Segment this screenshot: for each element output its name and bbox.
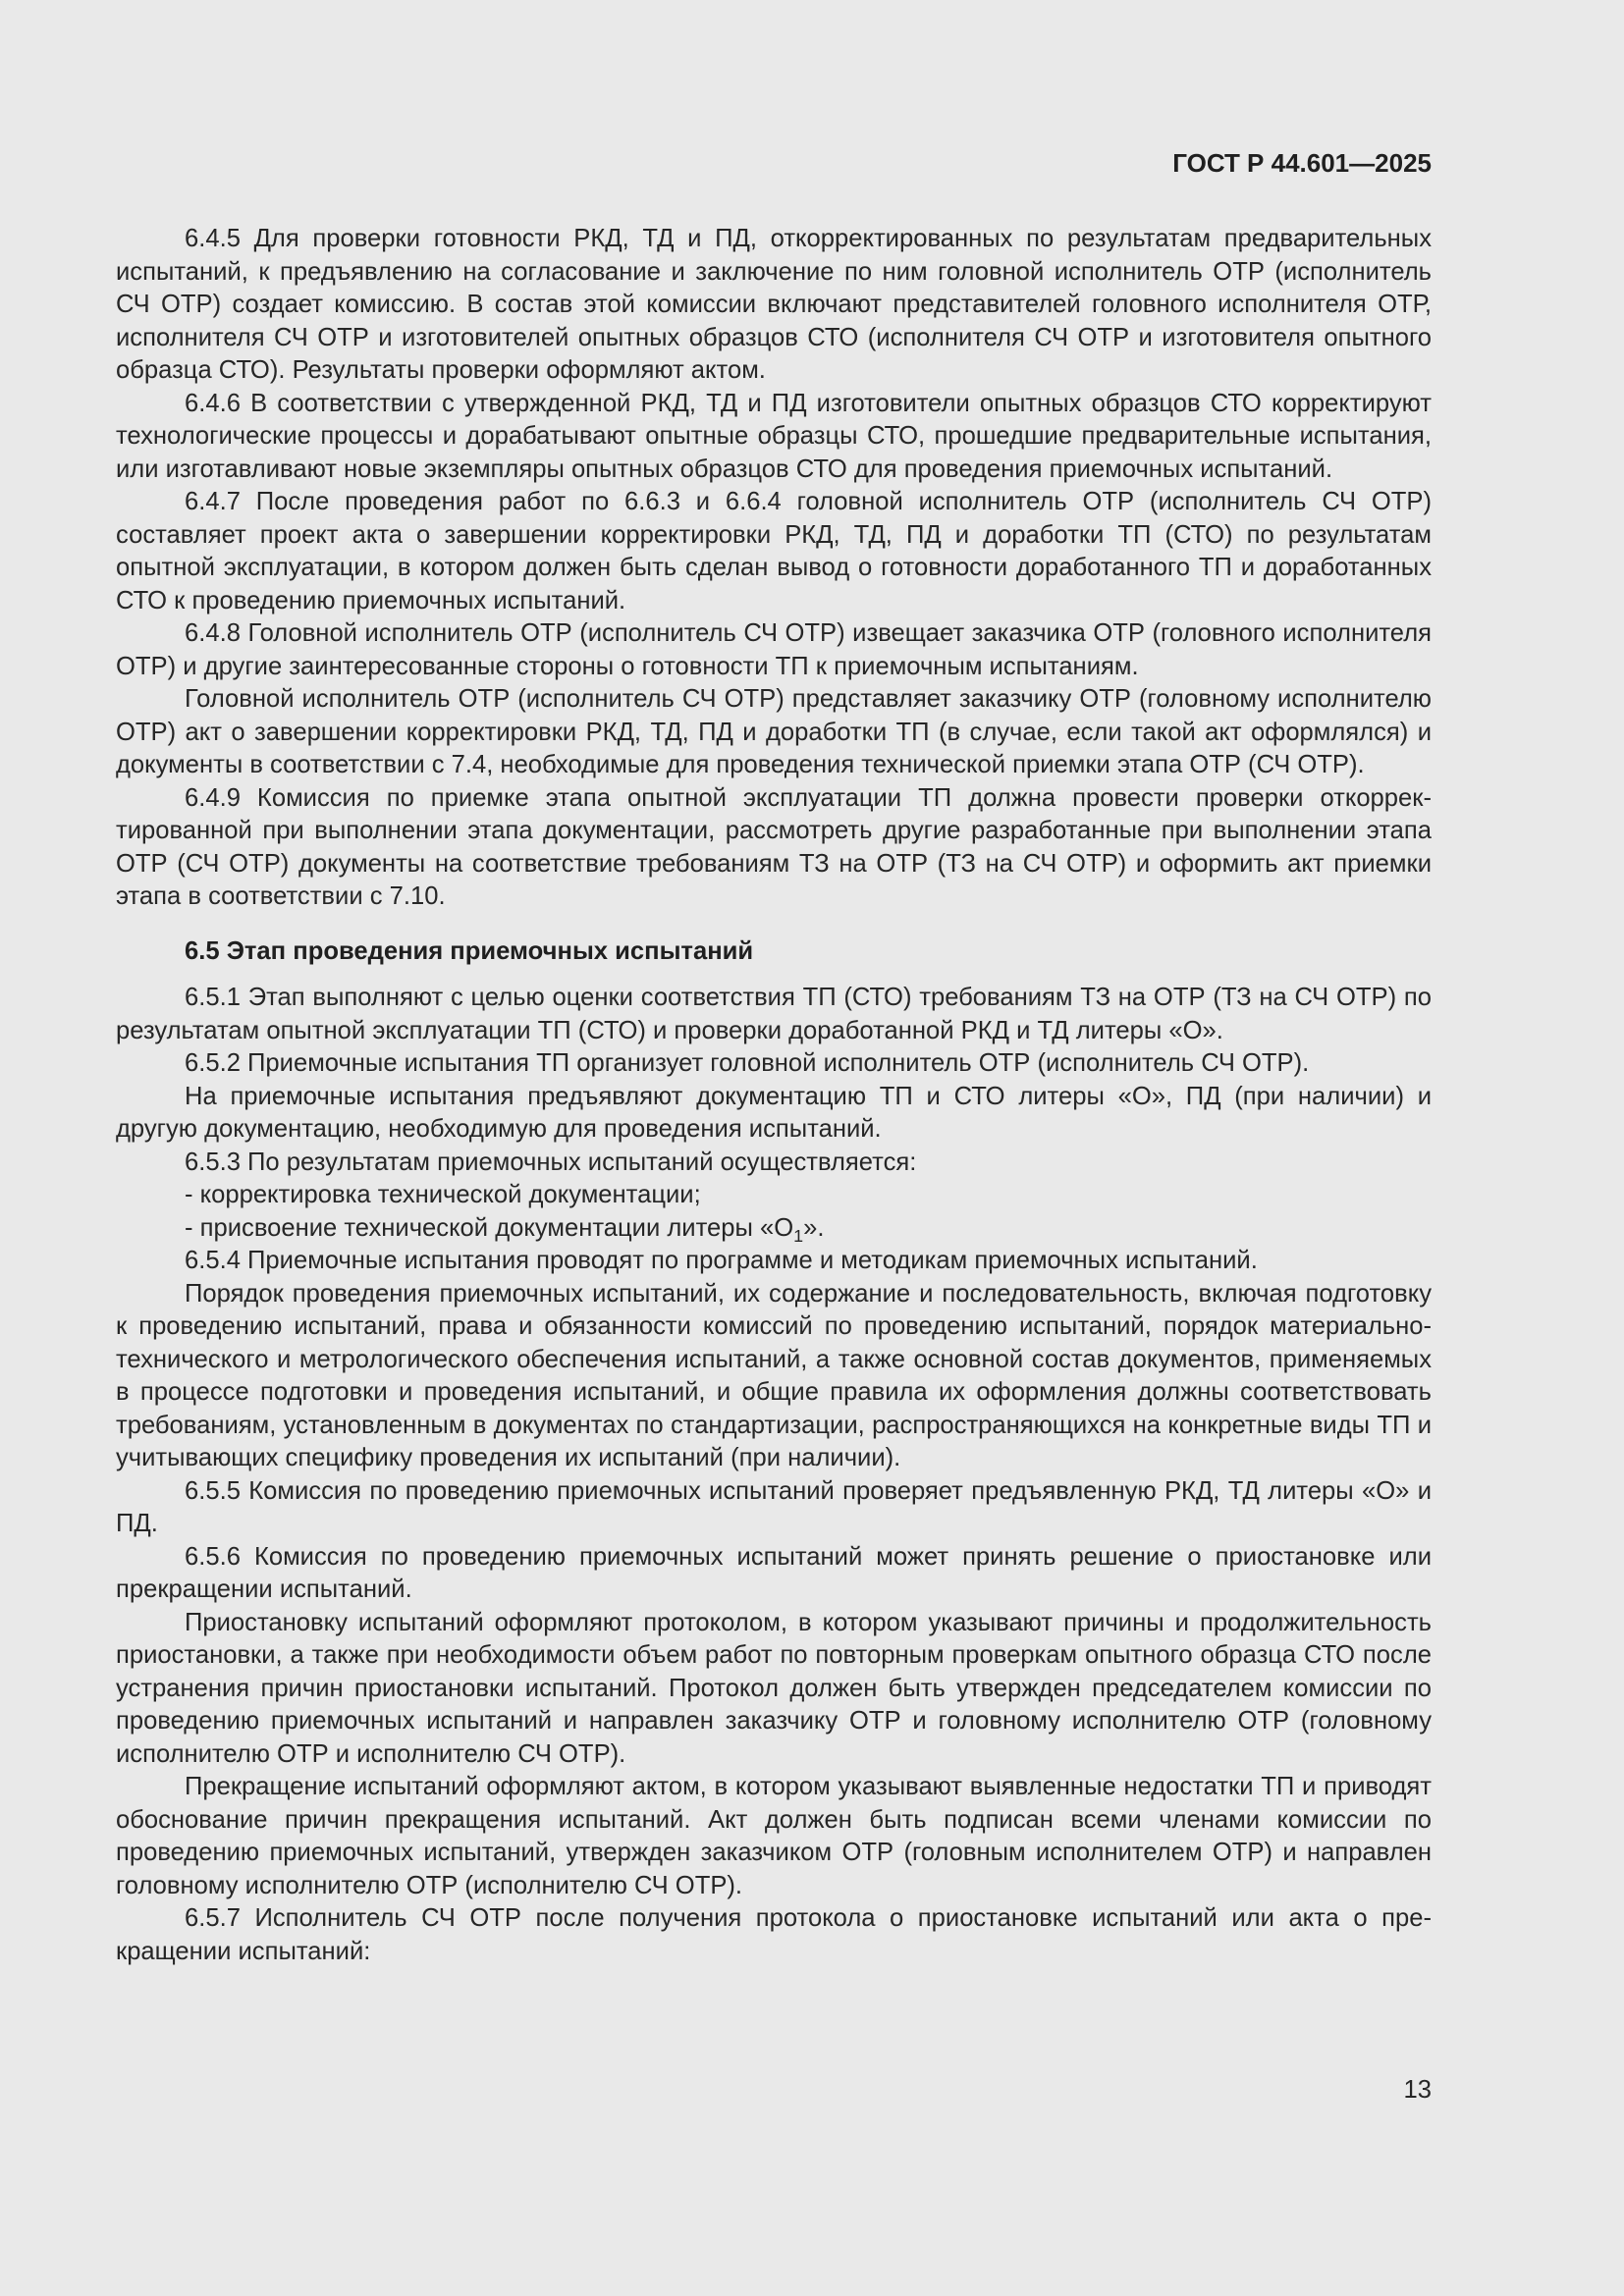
paragraph-6-5-5: 6.5.5 Комиссия по проведению приемочных испытаний проверяет предъявленную РКД, ТД литеры «О» и ПД.	[116, 1476, 1432, 1537]
document-body	[116, 223, 1432, 1968]
page-number: 13	[1403, 2076, 1432, 2104]
litera-prefix: - присвоение технической документации литеры «О	[185, 1213, 794, 1242]
paragraph-6-5-1: 6.5.1 Этап выполняют с целью оценки соответствия ТП (СТО) требованиям ТЗ на ОТР (ТЗ на СЧ ОТР) по результатам опытной эксплуатации ТП (СТО) и проверки доработанной РКД и ТД литеры «О».	[116, 984, 1432, 1044]
paragraph-6-4-8-continued: Головной исполнитель ОТР (исполнитель СЧ ОТР) представляет заказчику ОТР (головному исполнителю ОТР) акт о завершении корректировки РКД, ТД, ПД и доработки ТП (в случае, если такой акт оформлялся) и документы в соответствии с 7.4, необходимые для проведения технической приемки этапа ОТР (СЧ ОТР).	[116, 685, 1432, 778]
paragraph-6-5-2: 6.5.2 Приемочные испытания ТП организует головной исполнитель ОТР (исполнитель СЧ ОТР).	[185, 1049, 1310, 1077]
paragraph-6-4-9: 6.4.9 Комиссия по приемке этапа опытной эксплуатации ТП должна провести проверки откорректированной при выполнении этапа документации, рассмотреть другие разработанные при выполнении этапа ОТР (СЧ ОТР) документы на соответствие требованиям ТЗ на ОТР (ТЗ на СЧ ОТР) и оформить акт приемки этапа в соответствии с 7.10.	[116, 783, 1432, 910]
section-heading-6-5: 6.5 Этап проведения приемочных испытаний	[185, 936, 754, 965]
list-item-correction: - корректировка технической документации;	[185, 1181, 701, 1208]
paragraph-6-5-6-termination: Прекращение испытаний оформляют актом, в котором указывают выявленные недостатки ТП и приводят обоснование причин прекращения испытаний. Акт должен быть подписан всеми членами комиссии по проведению приемочных испытаний, утвержден заказчиком ОТР (головным исполнителем ОТР) и направлен головному исполнителю ОТР (исполнителю СЧ ОТР).	[116, 1773, 1432, 1899]
paragraph-6-4-6: 6.4.6 В соответствии с утвержденной РКД, ТД и ПД изготовители опытных образцов СТО корректируют технологические процессы и дорабатывают опытные образцы СТО, прошедшие предварительные испытания, или изготавливают новые экземпляры опытных образцов СТО для проведения приемочных испытаний.	[116, 389, 1432, 483]
paragraph-6-4-5: 6.4.5 Для проверки готовности РКД, ТД и ПД, откорректированных по результатам предварительных испытаний, к предъявлению на согласование и заключение по ним головной исполнитель ОТР (исполнитель СЧ ОТР) создает комиссию. В состав этой комиссии включают представителей головного исполнителя ОТР, исполнителя СЧ ОТР и изготовителей опытных образцов СТО (исполнителя СЧ ОТР и изготовителя опытного образца СТО). Результаты проверки оформляют актом.	[116, 225, 1432, 384]
paragraph-6-5-4-continued: Порядок проведения приемочных испытаний, их содержание и последовательность, включая подготовку к проведению испытаний, права и обязанности комиссий по проведению испытаний, порядок материально-технического и метрологического обеспечения испытаний, а также основной состав документов, применяемых в процессе подготовки и проведения испытаний, и общие правила их оформления должны соответствовать требованиям, установленным в документах по стандартизации, распространяющихся на конкретные виды ТП и учитывающих специфику проведения их испытаний (при наличии).	[116, 1279, 1432, 1471]
paragraph-6-5-6-suspension: Приостановку испытаний оформляют протоколом, в котором указывают причины и продолжительность приостановки, а также при необходимости объем работ по повторным проверкам опытного образца СТО после устранения причин приостановки испытаний. Протокол должен быть утвержден председателем комиссии по проведению приемочных испытаний и направлен заказчику ОТР и головному исполнителю ОТР (головному исполнителю ОТР и исполнителю СЧ ОТР).	[116, 1608, 1432, 1768]
document-header: ГОСТ Р 44.601—2025	[1172, 148, 1432, 178]
paragraph-6-5-6: 6.5.6 Комиссия по проведению приемочных испытаний может принять решение о приостановке или прекращении испытаний.	[116, 1542, 1432, 1603]
paragraph-6-4-7: 6.4.7 После проведения работ по 6.6.3 и 6.6.4 головной исполнитель ОТР (исполнитель СЧ ОТР) составляет проект акта о завершении корректировки РКД, ТД, ПД и доработки ТП (СТО) по результатам опытной эксплуатации, в котором должен быть сделан вывод о готовности доработанного ТП и доработанных СТО к проведению приемочных испытаний.	[116, 488, 1432, 614]
litera-suffix: ».	[803, 1213, 825, 1242]
paragraph-6-5-7: 6.5.7 Исполнитель СЧ ОТР после получения протокола о приостановке испытаний или акта о прекращении испытаний:	[116, 1904, 1432, 1965]
paragraph-6-4-8: 6.4.8 Головной исполнитель ОТР (исполнитель СЧ ОТР) извещает заказчика ОТР (головного исполнителя ОТР) и другие заинтересованные стороны о готовности ТП к приемочным испытаниям.	[116, 619, 1432, 680]
list-item-litera	[116, 1212, 1432, 1246]
paragraph-6-5-3: 6.5.3 По результатам приемочных испытаний осуществляется:	[185, 1148, 917, 1176]
paragraph-6-5-4: 6.5.4 Приемочные испытания проводят по программе и методикам приемочных испытаний.	[185, 1247, 1258, 1274]
paragraph-6-5-2-continued: На приемочные испытания предъявляют документацию ТП и СТО литеры «О», ПД (при наличии) и другую документацию, необходимую для проведения испытаний.	[116, 1082, 1432, 1143]
litera-subscript: 1	[793, 1225, 804, 1246]
